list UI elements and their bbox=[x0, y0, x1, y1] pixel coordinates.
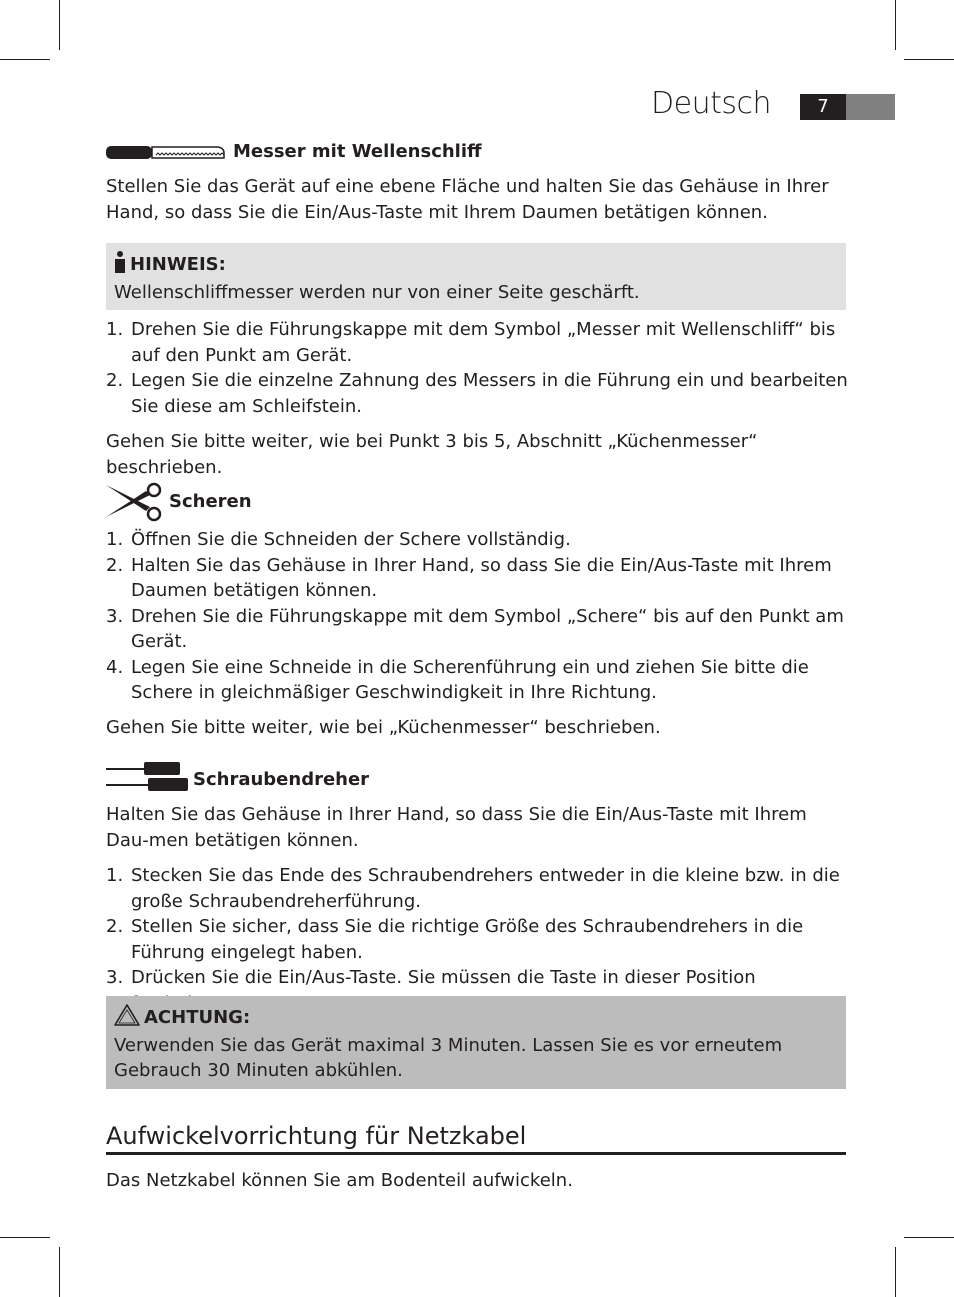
list-item bbox=[106, 655, 848, 706]
screwdriver-steps bbox=[106, 863, 848, 1016]
hint-heading bbox=[114, 251, 838, 280]
crop-mark bbox=[895, 1247, 896, 1297]
list-text: Stecken Sie das Ende des Schraubendrehers entweder in die kleine bzw. in die große Schraubendreherführung. bbox=[131, 865, 840, 912]
list-number: 2. bbox=[106, 554, 124, 576]
list-text: Legen Sie die einzelne Zahnung des Messers in die Führung ein und bearbeiten Sie diese am Schleifstein. bbox=[131, 370, 848, 417]
warning-text: Verwenden Sie das Gerät maximal 3 Minuten. Lassen Sie es vor erneutem Gebrauch 30 Minuten abkühlen. bbox=[114, 1035, 783, 1081]
cable-text: Das Netzkabel können Sie am Bodenteil aufwickeln. bbox=[106, 1170, 573, 1191]
list-number: 1. bbox=[106, 319, 124, 340]
screwdriver-icon bbox=[106, 760, 190, 798]
list-text: Drehen Sie die Führungskappe mit dem Symbol „Messer mit Wellenschliff“ bis auf den Punkt am Gerät. bbox=[131, 319, 836, 366]
info-icon bbox=[114, 251, 126, 280]
scissors-icon bbox=[106, 481, 164, 527]
serrated-knife-outro: Gehen Sie bitte weiter, wie bei Punkt 3 bis 5, Abschnitt „Küchenmesser“ beschrieben. bbox=[106, 431, 758, 478]
list-text: Drücken Sie die Ein/Aus-Taste. Sie müssen die Taste in dieser Position bbox=[131, 967, 756, 988]
serrated-knife-icon bbox=[106, 143, 226, 165]
serrated-knife-title: Messer mit Wellenschliff bbox=[233, 141, 482, 162]
list-item bbox=[106, 863, 848, 914]
scissors-steps bbox=[106, 527, 848, 706]
crop-mark bbox=[59, 0, 60, 50]
hint-text: Wellenschliffmesser werden nur von einer Seite geschärft. bbox=[114, 282, 640, 303]
crop-mark bbox=[904, 1237, 954, 1238]
list-item bbox=[106, 368, 848, 419]
crop-mark bbox=[59, 1247, 60, 1297]
header-language: Deutsch bbox=[651, 86, 771, 121]
list-text: Öffnen Sie die Schneiden der Schere vollständig. bbox=[131, 529, 571, 550]
list-item bbox=[106, 914, 848, 965]
list-number: 2. bbox=[106, 916, 124, 937]
list-number: 3. bbox=[106, 605, 124, 627]
crop-mark bbox=[0, 1237, 50, 1238]
page-tab-decoration bbox=[846, 94, 895, 120]
list-number: 1. bbox=[106, 529, 124, 550]
list-item bbox=[106, 527, 848, 553]
list-text: Legen Sie eine Schneide in die Scherenführung ein und ziehen Sie bitte die Schere in gleichmäßiger Geschwindigkeit in Ihre Richtung. bbox=[131, 656, 809, 703]
list-text: Drehen Sie die Führungskappe mit dem Symbol „Schere“ bis auf den Punkt am Gerät. bbox=[131, 605, 844, 652]
list-number: 1. bbox=[106, 865, 124, 886]
serrated-knife-intro: Stellen Sie das Gerät auf eine ebene Fläche und halten Sie das Gehäuse in Ihrer Hand, so dass Sie die Ein/Aus-Taste mit Ihrem Daumen betätigen können. bbox=[106, 176, 829, 223]
page-number: 7 bbox=[800, 94, 846, 120]
crop-mark bbox=[904, 59, 954, 60]
screwdriver-intro: Halten Sie das Gehäuse in Ihrer Hand, so dass Sie die Ein/Aus-Taste mit Ihrem Dau-men betätigen können. bbox=[106, 804, 807, 851]
crop-mark bbox=[895, 0, 896, 50]
warning-box bbox=[106, 996, 846, 1089]
hint-box bbox=[106, 243, 846, 310]
list-text: Stellen Sie sicher, dass Sie die richtige Größe des Schraubendrehers in die Führung eingelegt haben. bbox=[131, 916, 804, 963]
warning-label: ACHTUNG: bbox=[144, 1007, 251, 1028]
scissors-outro: Gehen Sie bitte weiter, wie bei „Küchenmesser“ beschrieben. bbox=[106, 717, 661, 738]
cable-heading: Aufwickelvorrichtung für Netzkabel bbox=[106, 1120, 846, 1155]
warning-heading bbox=[114, 1004, 838, 1033]
scissors-title: Scheren bbox=[169, 491, 252, 512]
serrated-steps bbox=[106, 317, 848, 419]
hint-label: HINWEIS: bbox=[130, 254, 226, 275]
list-number: 4. bbox=[106, 656, 124, 678]
list-item bbox=[106, 553, 848, 604]
list-text: Halten Sie das Gehäuse in Ihrer Hand, so dass Sie die Ein/Aus-Taste mit Ihrem Daumen betätigen können. bbox=[131, 554, 832, 601]
screwdriver-title: Schraubendreher bbox=[193, 769, 370, 790]
list-item bbox=[106, 604, 848, 655]
list-number: 2. bbox=[106, 370, 124, 391]
warning-triangle-icon bbox=[114, 1004, 140, 1033]
list-item bbox=[106, 317, 848, 368]
crop-mark bbox=[0, 59, 50, 60]
list-number: 3. bbox=[106, 967, 124, 988]
